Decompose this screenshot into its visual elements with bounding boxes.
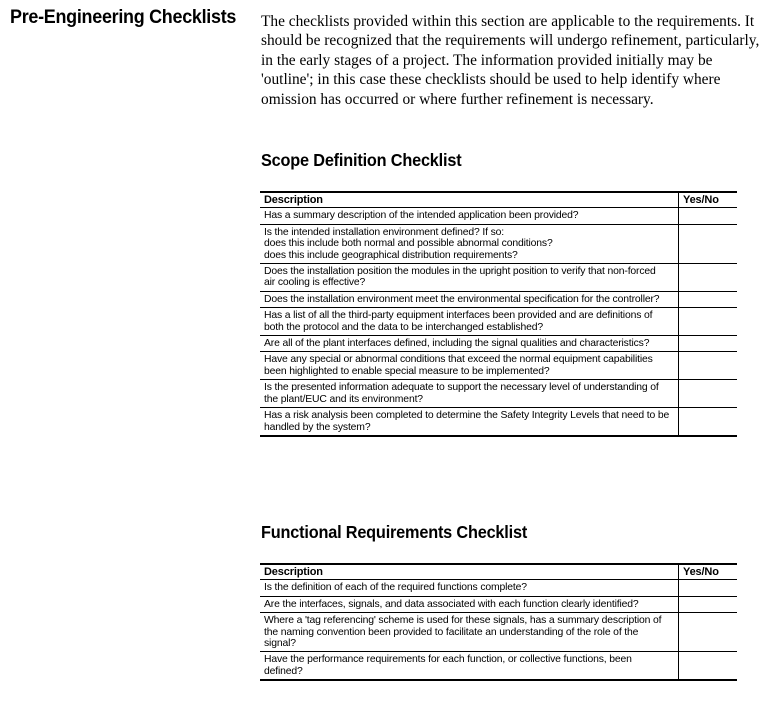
scope-checklist-table [260, 191, 737, 437]
checklist-row [260, 596, 737, 612]
checklist-row [260, 613, 737, 652]
checklist-row [260, 408, 737, 436]
table-header-row [260, 192, 737, 208]
yes-no-answer-cell[interactable] [679, 408, 738, 436]
checklist-question [260, 596, 679, 612]
yes-no-answer-cell[interactable] [679, 208, 738, 224]
question-line: the plant/EUC and its environment? [264, 393, 423, 405]
intro-paragraph: The checklists provided within this section are applicable to the requirements. It should be recognized that the requirements will undergo refinement, particularly, in the early stages of a project. The information provided initially may be 'outline'; in this case these checklists should be used to help identify where omission has occurred or where further refinement is necessary. [261, 13, 760, 108]
question-line: does this include both normal and possible abnormal conditions? [264, 238, 553, 250]
checklist-question [260, 208, 679, 224]
question-line: defined? [264, 665, 303, 677]
checklist-question [260, 352, 679, 380]
yes-no-answer-cell[interactable] [679, 596, 738, 612]
checklist-row [260, 264, 737, 292]
question-line: signal? [264, 638, 296, 650]
question-line: Does the installation environment meet the environmental specification for the controller? [264, 293, 660, 305]
question-line: Has a list of all the third-party equipment interfaces been provided and are definitions of [264, 310, 653, 322]
yes-no-answer-cell[interactable] [679, 580, 738, 596]
question-line: Has a risk analysis been completed to determine the Safety Integrity Levels that need to be [264, 410, 670, 422]
yes-no-answer-cell[interactable] [679, 308, 738, 336]
question-line: Is the presented information adequate to support the necessary level of understanding of [264, 382, 659, 394]
checklist-question [260, 291, 679, 307]
yes-no-answer-cell[interactable] [679, 224, 738, 263]
question-line: Is the definition of each of the required functions complete? [264, 582, 527, 594]
question-line: Where a 'tag referencing' scheme is used for these signals, has a summary description of [264, 615, 662, 627]
functional-checklist-table [260, 563, 737, 681]
question-line: been highlighted to enable special measure to be implemented? [264, 365, 550, 377]
checklist-question [260, 336, 679, 352]
functional-checklist-title: Functional Requirements Checklist [261, 522, 528, 542]
checklist-question [260, 652, 679, 680]
checklist-question [260, 224, 679, 263]
yes-no-answer-cell[interactable] [679, 380, 738, 408]
description-column-header: Description [260, 192, 679, 208]
checklist-row [260, 652, 737, 680]
checklist-question [260, 408, 679, 436]
question-line: Does the installation position the modules in the upright position to verify that non-forced [264, 266, 656, 278]
yes-no-answer-cell[interactable] [679, 352, 738, 380]
question-line: Have the performance requirements for each function, or collective functions, been [264, 654, 632, 666]
checklist-question [260, 580, 679, 596]
checklist-row [260, 352, 737, 380]
question-line: the naming convention been provided to facilitate an understanding of the role of the [264, 626, 639, 638]
checklist-question [260, 380, 679, 408]
question-line: Are the interfaces, signals, and data associated with each function clearly identified? [264, 598, 639, 610]
yes-no-column-header: Yes/No [679, 192, 738, 208]
question-line: both the protocol and the data to be interchanged established? [264, 321, 543, 333]
question-line: Is the intended installation environment defined? If so: [264, 226, 504, 238]
checklist-question [260, 264, 679, 292]
question-line: does this include geographical distribution requirements? [264, 249, 518, 261]
scope-checklist-title: Scope Definition Checklist [261, 150, 462, 170]
question-line: Has a summary description of the intended application been provided? [264, 210, 579, 222]
checklist-question [260, 308, 679, 336]
checklist-row [260, 291, 737, 307]
checklist-row [260, 336, 737, 352]
question-line: Are all of the plant interfaces defined, including the signal qualities and characteristics? [264, 338, 650, 350]
description-column-header: Description [260, 564, 679, 580]
side-heading: Pre-Engineering Checklists [10, 6, 237, 28]
question-line: air cooling is effective? [264, 277, 366, 289]
checklist-row [260, 224, 737, 263]
table-header-row [260, 564, 737, 580]
yes-no-answer-cell[interactable] [679, 652, 738, 680]
checklist-row [260, 208, 737, 224]
question-line: Have any special or abnormal conditions that exceed the normal equipment capabilities [264, 354, 653, 366]
yes-no-column-header: Yes/No [679, 564, 738, 580]
question-line: handled by the system? [264, 421, 371, 433]
yes-no-answer-cell[interactable] [679, 336, 738, 352]
yes-no-answer-cell[interactable] [679, 613, 738, 652]
checklist-row [260, 380, 737, 408]
checklist-question [260, 613, 679, 652]
yes-no-answer-cell[interactable] [679, 291, 738, 307]
checklist-row [260, 580, 737, 596]
checklist-row [260, 308, 737, 336]
yes-no-answer-cell[interactable] [679, 264, 738, 292]
